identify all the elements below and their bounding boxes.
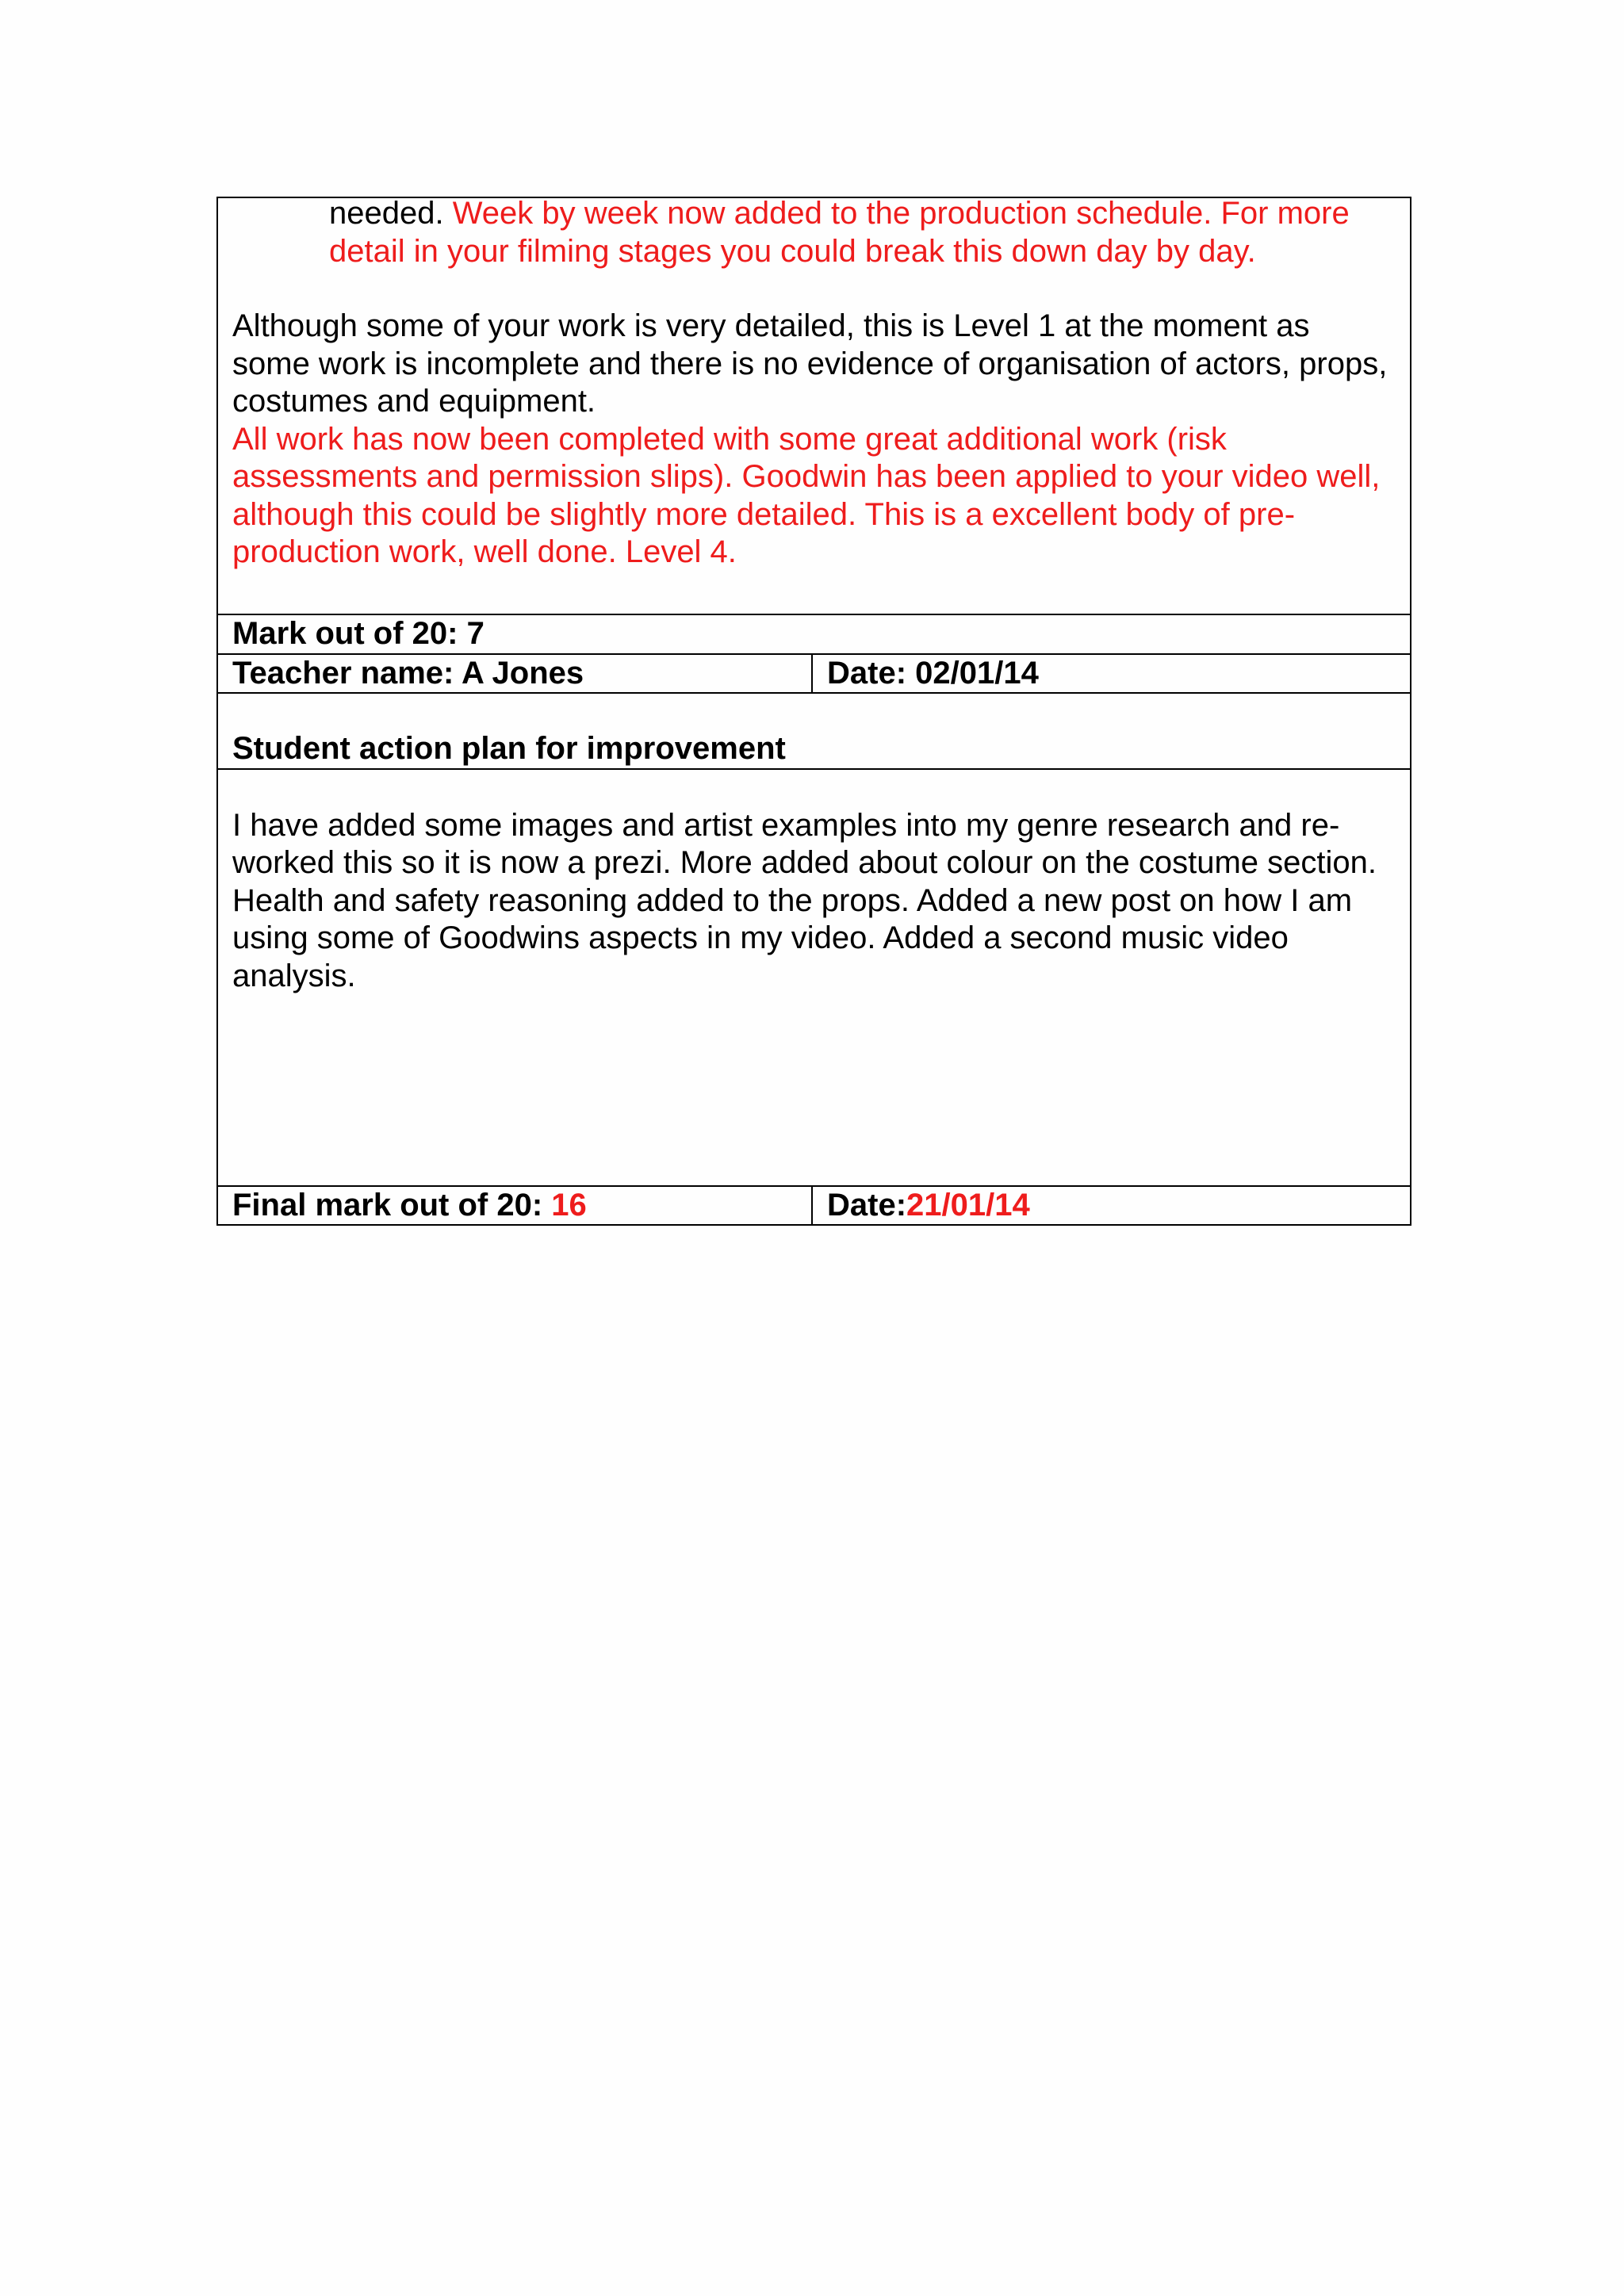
action-plan-cell xyxy=(217,769,1411,1186)
mark-label: Mark out of 20: 7 xyxy=(217,614,1411,654)
teacher-row xyxy=(217,654,1411,694)
schedule-annotation: Week by week now added to the production schedule. For more detail in your filming stages you could break this down day by day. xyxy=(329,196,1350,269)
final-date-value: 21/01/14 xyxy=(906,1187,1030,1223)
assessment-form-table xyxy=(216,197,1411,1226)
updated-comment: All work has now been completed with some great additional work (risk assessments and permission slips). Goodwin has been applied to your video well, although this could be slightly more detailed. This is a excellent body of pre-production work, well done. Level 4. xyxy=(232,421,1381,569)
mark-row xyxy=(217,614,1411,654)
schedule-continuation xyxy=(232,195,1396,270)
action-plan-text: I have added some images and artist examples into my genre research and re-worked this so it is now a prezi. More added about colour on the costume section. Health and safety reasoning added to the props. Added a new post on how I am using some of Goodwins aspects in my video. Added a second music video analysis. xyxy=(232,807,1377,993)
action-plan-row xyxy=(217,769,1411,1186)
initial-comment: Although some of your work is very detailed, this is Level 1 at the moment as some work is incomplete and there is no evidence of organisation of actors, props, costumes and equipment. xyxy=(232,308,1388,419)
feedback-row xyxy=(217,197,1411,614)
final-mark xyxy=(217,1186,812,1226)
feedback-cell xyxy=(217,197,1411,614)
final-date-label: Date: xyxy=(827,1187,907,1223)
teacher-date: Date: 02/01/14 xyxy=(812,654,1411,694)
final-date xyxy=(812,1186,1411,1226)
teacher-name: Teacher name: A Jones xyxy=(217,654,812,694)
final-mark-label: Final mark out of 20: xyxy=(232,1187,552,1223)
action-plan-header-row xyxy=(217,693,1411,769)
action-plan-header-cell xyxy=(217,693,1411,769)
final-mark-value: 16 xyxy=(551,1187,587,1223)
action-plan-heading: Student action plan for improvement xyxy=(232,731,786,766)
final-row xyxy=(217,1186,1411,1226)
continuation-text: needed. xyxy=(329,196,453,231)
